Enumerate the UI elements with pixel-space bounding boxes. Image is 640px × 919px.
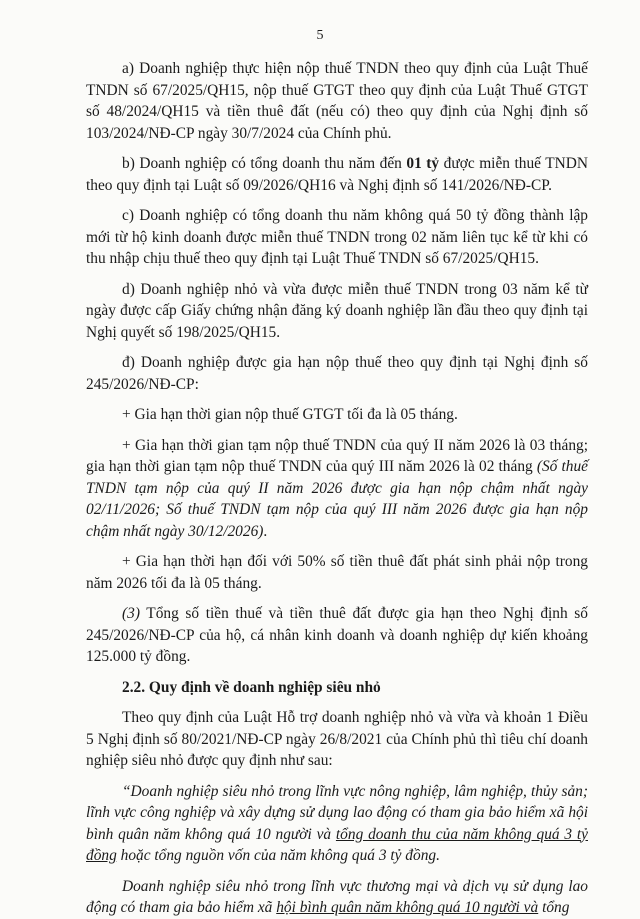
quote-2-underline: hội bình quân năm không quá 10 người và	[276, 899, 539, 916]
quote-1-pre: “Doanh nghiệp siêu nhỏ trong lĩnh vực nông nghiệp, lâm nghiệp, thủy sản; lĩnh vực công nghiệp và xây dựng sử dụng lao động có tham gia bảo hiểm xã hội bình quân năm không quá 10 người và	[86, 782, 588, 843]
paragraph-dd: đ) Doanh nghiệp được gia hạn nộp thuế theo quy định tại Nghị định số 245/2026/NĐ-CP:	[86, 354, 588, 393]
paragraph-3	[86, 603, 588, 668]
paragraph-3-number: (3)	[122, 605, 140, 622]
bullet-land-rent-extension: + Gia hạn thời hạn đối với 50% số tiền thuê đất phát sinh phải nộp trong năm 2026 tối đa là 05 tháng.	[86, 553, 588, 592]
section-heading-text: 2.2. Quy định về doanh nghiệp siêu nhỏ	[122, 678, 381, 696]
paragraph-b	[86, 153, 588, 196]
page-body	[86, 58, 588, 919]
paragraph-a: a) Doanh nghiệp thực hiện nộp thuế TNDN theo quy định của Luật Thuế TNDN số 67/2025/QH15, nộp thuế GTGT theo quy định của Luật Thuế GTGT số 48/2024/QH15 và tiền thuê đất (nếu có) theo quy định của Nghị định số 103/2024/NĐ-CP ngày 30/7/2024 của Chính phủ.	[86, 60, 588, 142]
quote-1-underline: tổng doanh thu của năm không quá 3 tỷ đồng	[86, 825, 588, 864]
paragraph-b-pre: b) Doanh nghiệp có tổng doanh thu năm đến	[122, 155, 407, 172]
quote-trade-services	[86, 876, 588, 919]
bullet-cit-text: + Gia hạn thời gian tạm nộp thuế TNDN của quý II năm 2026 là 03 tháng; gia hạn thời gian tạm nộp thuế TNDN của quý III năm 2026 là 02 tháng	[86, 436, 588, 475]
page-number: 5	[316, 28, 324, 43]
paragraph-b-post: được miễn thuế TNDN theo quy định tại Luật số 09/2026/QH16 và Nghị định số 141/2026/NĐ-CP.	[86, 155, 588, 194]
quote-agriculture-industry	[86, 781, 588, 867]
paragraph-3-text: Tổng số tiền thuế và tiền thuê đất được gia hạn theo Nghị định số 245/2026/NĐ-CP của hộ, cá nhân kinh doanh và doanh nghiệp dự kiến khoảng 125.000 tỷ đồng.	[86, 605, 588, 665]
paragraph-law: Theo quy định của Luật Hỗ trợ doanh nghiệp nhỏ và vừa và khoản 1 Điều 5 Nghị định số 80/2021/NĐ-CP ngày 26/8/2021 của Chính phủ thì tiêu chí doanh nghiệp siêu nhỏ được quy định như sau:	[86, 709, 588, 769]
bullet-cit-extension	[86, 435, 588, 543]
quote-1-post: hoặc tổng nguồn vốn của năm không quá 3 tỷ đồng.	[116, 847, 440, 864]
section-heading-2-2	[86, 677, 588, 699]
paragraph-d: d) Doanh nghiệp nhỏ và vừa được miễn thuế TNDN trong 03 năm kể từ ngày được cấp Giấy chứng nhận đăng ký doanh nghiệp lần đầu theo quy định tại Nghị quyết số 198/2025/QH15.	[86, 280, 588, 341]
bullet-cit-note: (Số thuế TNDN tạm nộp của quý II năm 2026 được gia hạn nộp chậm nhất ngày 02/11/2026; Số thuế TNDN tạm nộp của quý III năm 2026 được gia hạn nộp chậm nhất ngày 30/12/2026)	[86, 458, 588, 540]
bullet-vat-extension: + Gia hạn thời gian nộp thuế GTGT tối đa là 05 tháng.	[122, 406, 458, 423]
paragraph-c: c) Doanh nghiệp có tổng doanh thu năm không quá 50 tỷ đồng thành lập mới từ hộ kinh doanh được miễn thuế TNDN trong 02 năm liên tục kể từ khi có thu nhập chịu thuế theo quy định tại Luật Thuế TNDN số 67/2025/QH15.	[86, 207, 588, 267]
quote-2-post: tổng	[538, 899, 570, 916]
quote-2-pre: Doanh nghiệp siêu nhỏ trong lĩnh vực thương mại và dịch vụ sử dụng lao động có tham gia bảo hiểm xã	[86, 877, 588, 916]
paragraph-b-bold: 01 tỷ	[406, 155, 440, 172]
bullet-cit-end: .	[263, 522, 268, 540]
